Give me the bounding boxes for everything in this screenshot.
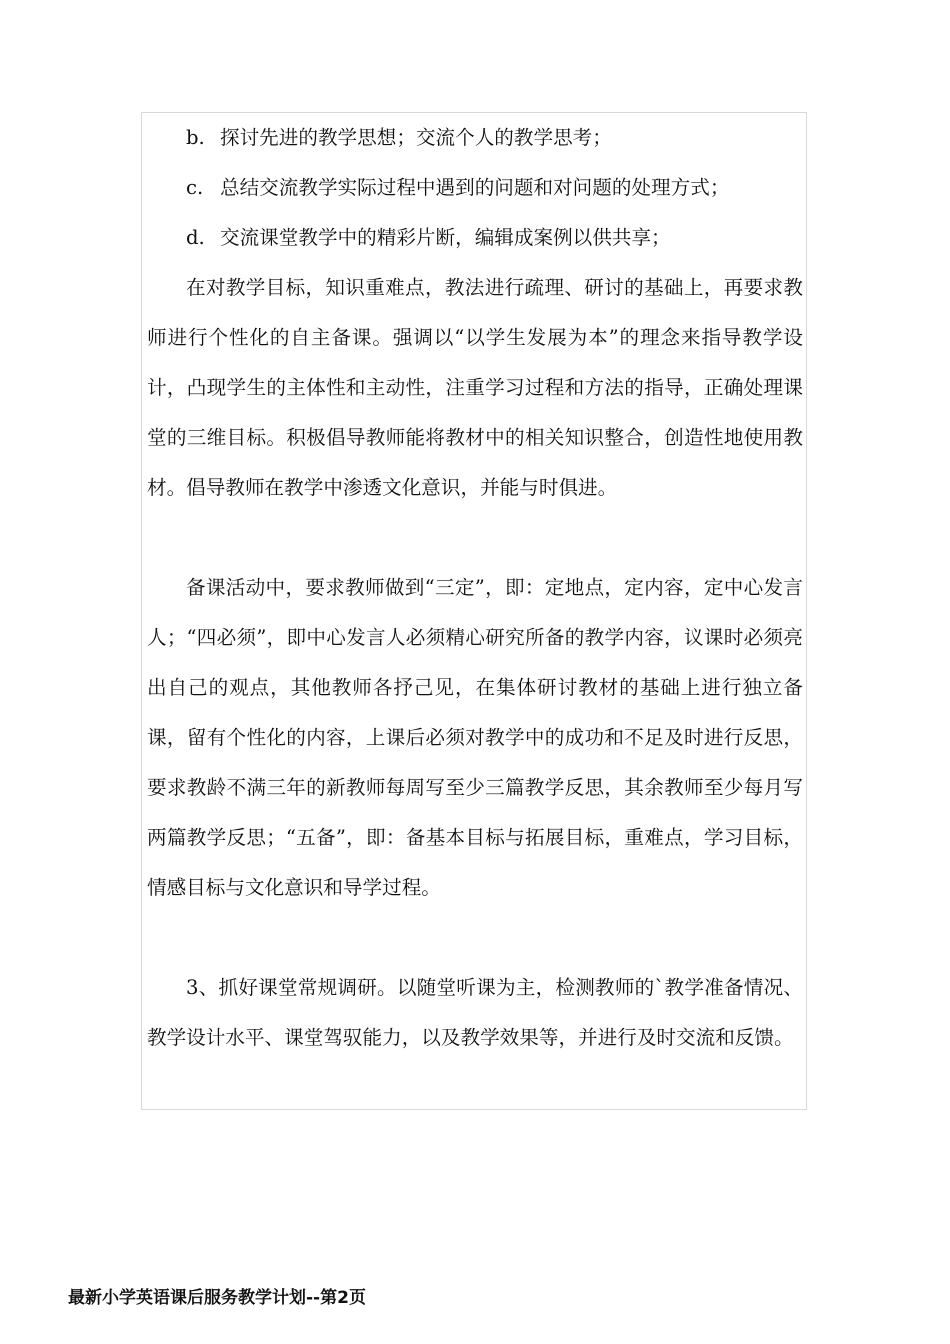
document-content-box [141, 112, 807, 1110]
paragraph-lesson-preparation: 在对教学目标，知识重难点，教法进行疏理、研讨的基础上，再要求教师进行个性化的自主备课。强调以“以学生发展为本”的理念来指导教学设计，凸现学生的主体性和主动性，注重学习过程和方法的指导，正确处理课堂的三维目标。积极倡导教师能将教材中的相关知识整合，创造性地使用教材。倡导教师在教学中渗透文化意识，并能与时俱进。 [147, 276, 803, 499]
list-item-text: 探讨先进的教学思想；交流个人的教学思考； [220, 126, 612, 149]
list-item-d [186, 213, 671, 263]
list-marker: b. [186, 126, 205, 149]
paragraph-preparation-requirements: 备课活动中，要求教师做到“三定”，即：定地点，定内容，定中心发言人；“四必须”，即中心发言人必须精心研究所备的教学内容，议课时必须亮出自己的观点，其他教师各抒己见，在集体研讨教材的基础上进行独立备课，留有个性化的内容，上课后必须对教学中的成功和不足及时进行反思，要求教龄不满三年的新教师每周写至少三篇教学反思，其余教师至少每月写两篇教学反思；“五备”，即：备基本目标与拓展目标，重难点，学习目标，情感目标与文化意识和导学过程。 [147, 576, 803, 899]
list-marker: c. [186, 176, 204, 199]
paragraph-classroom-research: 3、抓好课堂常规调研。以随堂听课为主，检测教师的`教学准备情况、教学设计水平、课堂驾驭能力，以及教学效果等，并进行及时交流和反馈。 [147, 976, 803, 1049]
list-item-text: 交流课堂教学中的精彩片断，编辑成案例以供共享； [220, 226, 671, 249]
page-footer: 最新小学英语课后服务教学计划--第2页 [68, 1288, 366, 1308]
list-item-b [186, 113, 612, 163]
list-item-c [186, 163, 729, 213]
list-marker: d. [186, 226, 205, 249]
list-item-text: 总结交流教学实际过程中遇到的问题和对问题的处理方式； [220, 176, 730, 199]
